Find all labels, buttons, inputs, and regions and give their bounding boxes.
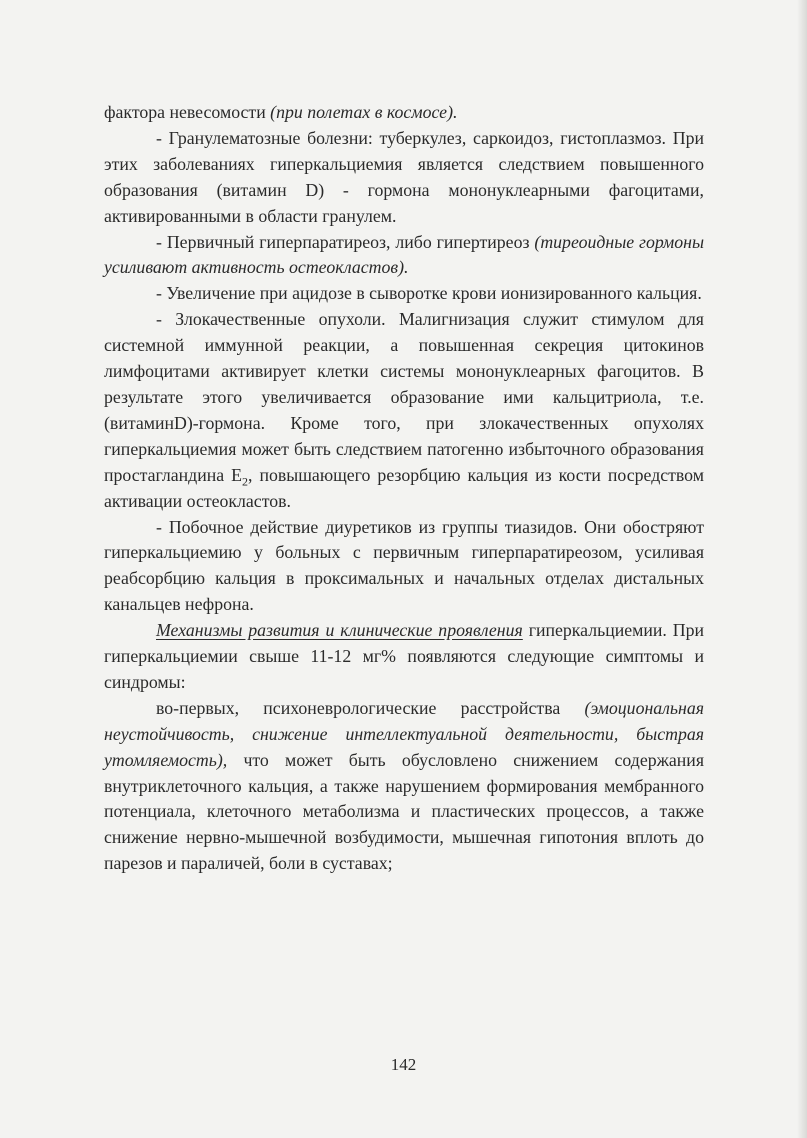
text-span: , повышающего резорбцию кальция из кости посредством активации остеокластов. bbox=[104, 464, 704, 511]
body-text bbox=[104, 100, 704, 877]
paragraph-hyperparathyroidism bbox=[104, 230, 704, 282]
page-number: 142 bbox=[390, 1055, 417, 1074]
paragraph-first bbox=[104, 696, 704, 877]
paragraph-granulomatous: - Гранулематозные болезни: туберкулез, саркоидоз, гистоплазмоз. При этих заболеваниях гиперкальциемия является следствием повышенного образования (витамин D) - гормона мононуклеарными фагоцитами, активированными в области гранулем. bbox=[104, 127, 704, 226]
section-heading-underlined: Механизмы развития и клинические проявления bbox=[156, 620, 523, 641]
text-span: во-первых, психоневрологические расстройства bbox=[156, 697, 585, 718]
scan-edge-shadow bbox=[797, 0, 807, 1138]
paragraph-tumors bbox=[104, 307, 704, 514]
text-span: фактора невесомости bbox=[104, 102, 271, 122]
text-span: что может быть обусловлено снижением содержания внутриклеточного кальция, а также нарушением формирования мембранного потенциала, клеточного метаболизма и пластических процессов, а также снижение нервно-мышечной возбудимости, мышечная гипотония вплоть до парезов и параличей, боли в суставах; bbox=[104, 749, 704, 874]
subscript: 2 bbox=[242, 474, 249, 489]
text-span: гиперкальциемии. При гиперкальциемии свыше 11-12 мг% появляются следующие симптомы и синдромы: bbox=[104, 620, 704, 692]
paragraph-mechanisms bbox=[104, 618, 704, 696]
paragraph-continuation bbox=[104, 100, 704, 126]
paragraph-diuretics: - Побочное действие диуретиков из группы тиазидов. Они обостряют гиперкальциемию у больных с первичным гиперпаратиреозом, усиливая реабсорбцию кальция в проксимальных и начальных отделах дистальных канальцев нефрона. bbox=[104, 516, 704, 615]
italic-span: (тиреоидные гормоны усиливают активность остеокластов). bbox=[104, 231, 704, 278]
italic-span: (эмоциональная неустойчивость, снижение интеллектуальной деятельности, быстрая утомляемость), bbox=[104, 697, 704, 770]
italic-span: (при полетах в космосе). bbox=[270, 102, 458, 122]
paragraph-acidosis: - Увеличение при ацидозе в сыворотке крови ионизированного кальция. bbox=[156, 283, 702, 304]
text-span: - Злокачественные опухоли. Малигнизация служит стимулом для системной иммунной реакции, а повышенная секреция цитокинов лимфоцитами активирует клетки системы мононуклеарных фагоцитов. В результате этого увеличивается образование ими кальцитриола, т.е. (витаминD)-гормона. Кроме того, при злокачественных опухолях гиперкальциемия может быть следствием патогенно избыточного образования простагландина Е bbox=[104, 309, 704, 485]
text-span: - Первичный гиперпаратиреоз, либо гипертиреоз bbox=[156, 231, 535, 252]
